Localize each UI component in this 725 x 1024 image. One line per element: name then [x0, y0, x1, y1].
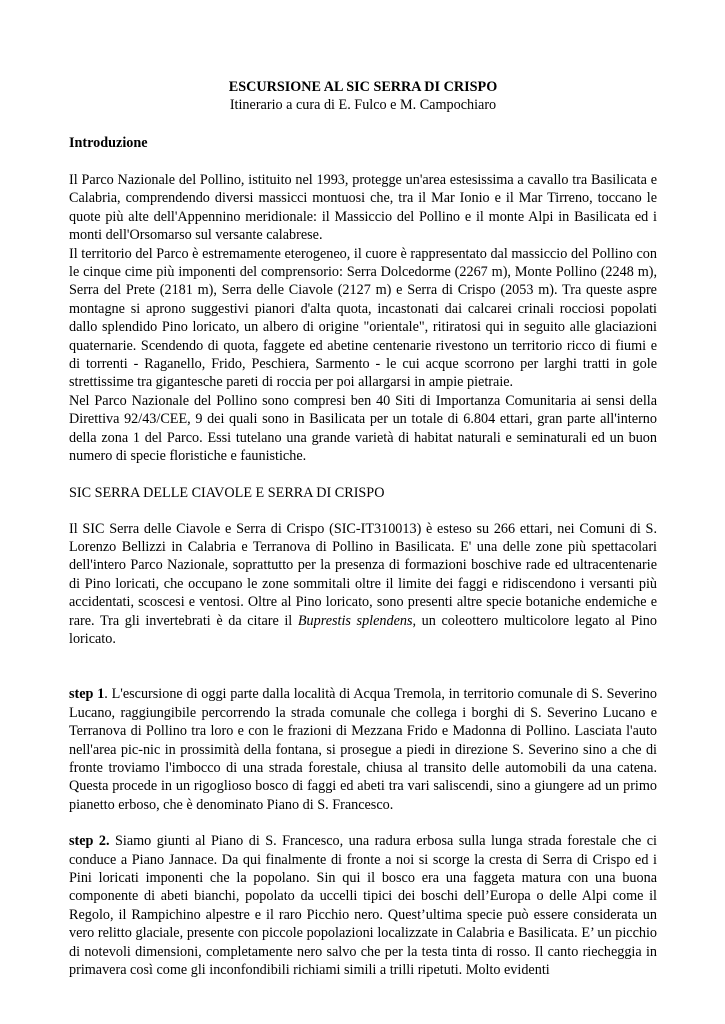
- step-2-paragraph: [69, 832, 657, 979]
- sic-paragraph-text-after: , un coleottero multicolore legato al Pino loricato.: [69, 612, 657, 647]
- step-1-paragraph: [69, 685, 657, 814]
- step-2-label: step 2.: [69, 833, 110, 850]
- step-1-label: step 1: [69, 686, 105, 703]
- step-2-text: Siamo giunti al Piano di S. Francesco, una radura erbosa sulla lunga strada forestale che ci conduce a Piano Jannace. Da qui finalmente di fronte a noi si scorge la cresta di Serra di Crispo ed i Pini loricati imponenti che la popolano. Sin qui il bosco era una faggeta matura con una buona componente di abeti bianchi, popolato da uccelli tipici dei boschi dell’Europa o delle Alpi come il Regolo, il Rampichino alpestre e il raro Picchio nero. Quest’ultima specie può essere considerata un vero relitto glaciale, presente con piccole popolazioni localizzate in Calabria e Basilicata. E’ un picchio di notevoli dimensioni, completamente nero salvo che per la testa tinta di rosso. Il canto riecheggia in primavera così come gli inconfondibili richiami simili a trilli ripetuti. Molto evidenti: [69, 833, 657, 979]
- intro-paragraph-3: Nel Parco Nazionale del Pollino sono compresi ben 40 Siti di Importanza Comunitaria ai sensi della Direttiva 92/43/CEE, 9 dei quali sono in Basilicata per un totale di 6.804 ettari, gran parte all'interno della zona 1 del Parco. Essi tutelano una grande varietà di habitat naturali e seminaturali ed un buon numero di specie floristiche e faunistiche.: [69, 392, 657, 465]
- sic-heading: SIC SERRA DELLE CIAVOLE E SERRA DI CRISPO: [69, 484, 385, 501]
- document-title: ESCURSIONE AL SIC SERRA DI CRISPO: [228, 79, 498, 95]
- sic-paragraph-text-before: Il SIC Serra delle Ciavole e Serra di Crispo (SIC-IT310013) è esteso su 266 ettari, nei Comuni di S. Lorenzo Bellizzi in Calabria e Terranova di Pollino in Basilicata. E' una delle zone più spettacolari dell'intero Parco Nazionale, soprattutto per la presenza di formazioni boschive rade ed ultracentenarie di Pino loricati, che occupano le zone sommitali oltre il limite dei faggi e ridiscendono i versanti più accidentati, scoscesi e ventosi. Oltre al Pino loricato, sono presenti altre specie botaniche endemiche e rare. Tra gli invertebrati è da citare il: [69, 520, 657, 629]
- document-page: [69, 78, 657, 979]
- sic-paragraph: [69, 520, 657, 649]
- intro-paragraph-2: Il territorio del Parco è estremamente eterogeneo, il cuore è rappresentato dal massiccio del Pollino con le cinque cime più imponenti del comprensorio: Serra Dolcedorme (2267 m), Monte Pollino (2248 m), Serra del Prete (2181 m), Serra delle Ciavole (2127 m) e Serra di Crispo (2053 m). Tra queste aspre montagne si aprono suggestivi pianori d'alta quota, incastonati dai calcarei crinali rocciosi popolati dallo splendido Pino loricato, un albero di origine "orientale", ritiratosi qui in seguito alle glaciazioni quaternarie. Scendendo di quota, faggete ed abetine centenarie rivestono un territorio ricco di fiumi e di torrenti - Raganello, Frido, Peschiera, Sarmento - le cui acque scorrono per larghi tratti in gole strettissime tra gigantesche pareti di roccia per poi allargarsi in ampie pietraie.: [69, 245, 657, 391]
- intro-heading: Introduzione: [69, 135, 148, 151]
- document-subtitle: Itinerario a cura di E. Fulco e M. Campochiaro: [229, 97, 497, 113]
- step-1-text: . L'escursione di oggi parte dalla località di Acqua Tremola, in territorio comunale di S. Severino Lucano, raggiungibile percorrendo la strada comunale che collega i borghi di S. Severino Lucano e Terranova di Pollino tra loro e con le frazioni di Mezzana Frido e Madonna di Pollino. Lasciata l'auto nell'area pic-nic in prossimità della fontana, si prosegue a piedi in direzione S. Severino sino a che di fronte troviamo l'imbocco di una strada forestale, chiusa al transito delle automobili da una catena. Questa procede in un rigoglioso bosco di faggi ed abeti tra vari saliscendi, sino a giungere ad un primo pianetto erboso, che è denominato Piano di S. Francesco.: [69, 686, 657, 813]
- intro-paragraph-1: Il Parco Nazionale del Pollino, istituito nel 1993, protegge un'area estesissima a cavallo tra Basilicata e Calabria, comprendendo diversi massicci montuosi che, tra il Mar Ionio e il Mar Tirreno, toccano le quote più alte dell'Appennino meridionale: il Massiccio del Pollino e il monte Alpi in Basilicata ed i monti dell'Orsomarso sul versante calabrese.: [69, 172, 657, 244]
- sic-paragraph-species: Buprestis splendens: [297, 612, 413, 629]
